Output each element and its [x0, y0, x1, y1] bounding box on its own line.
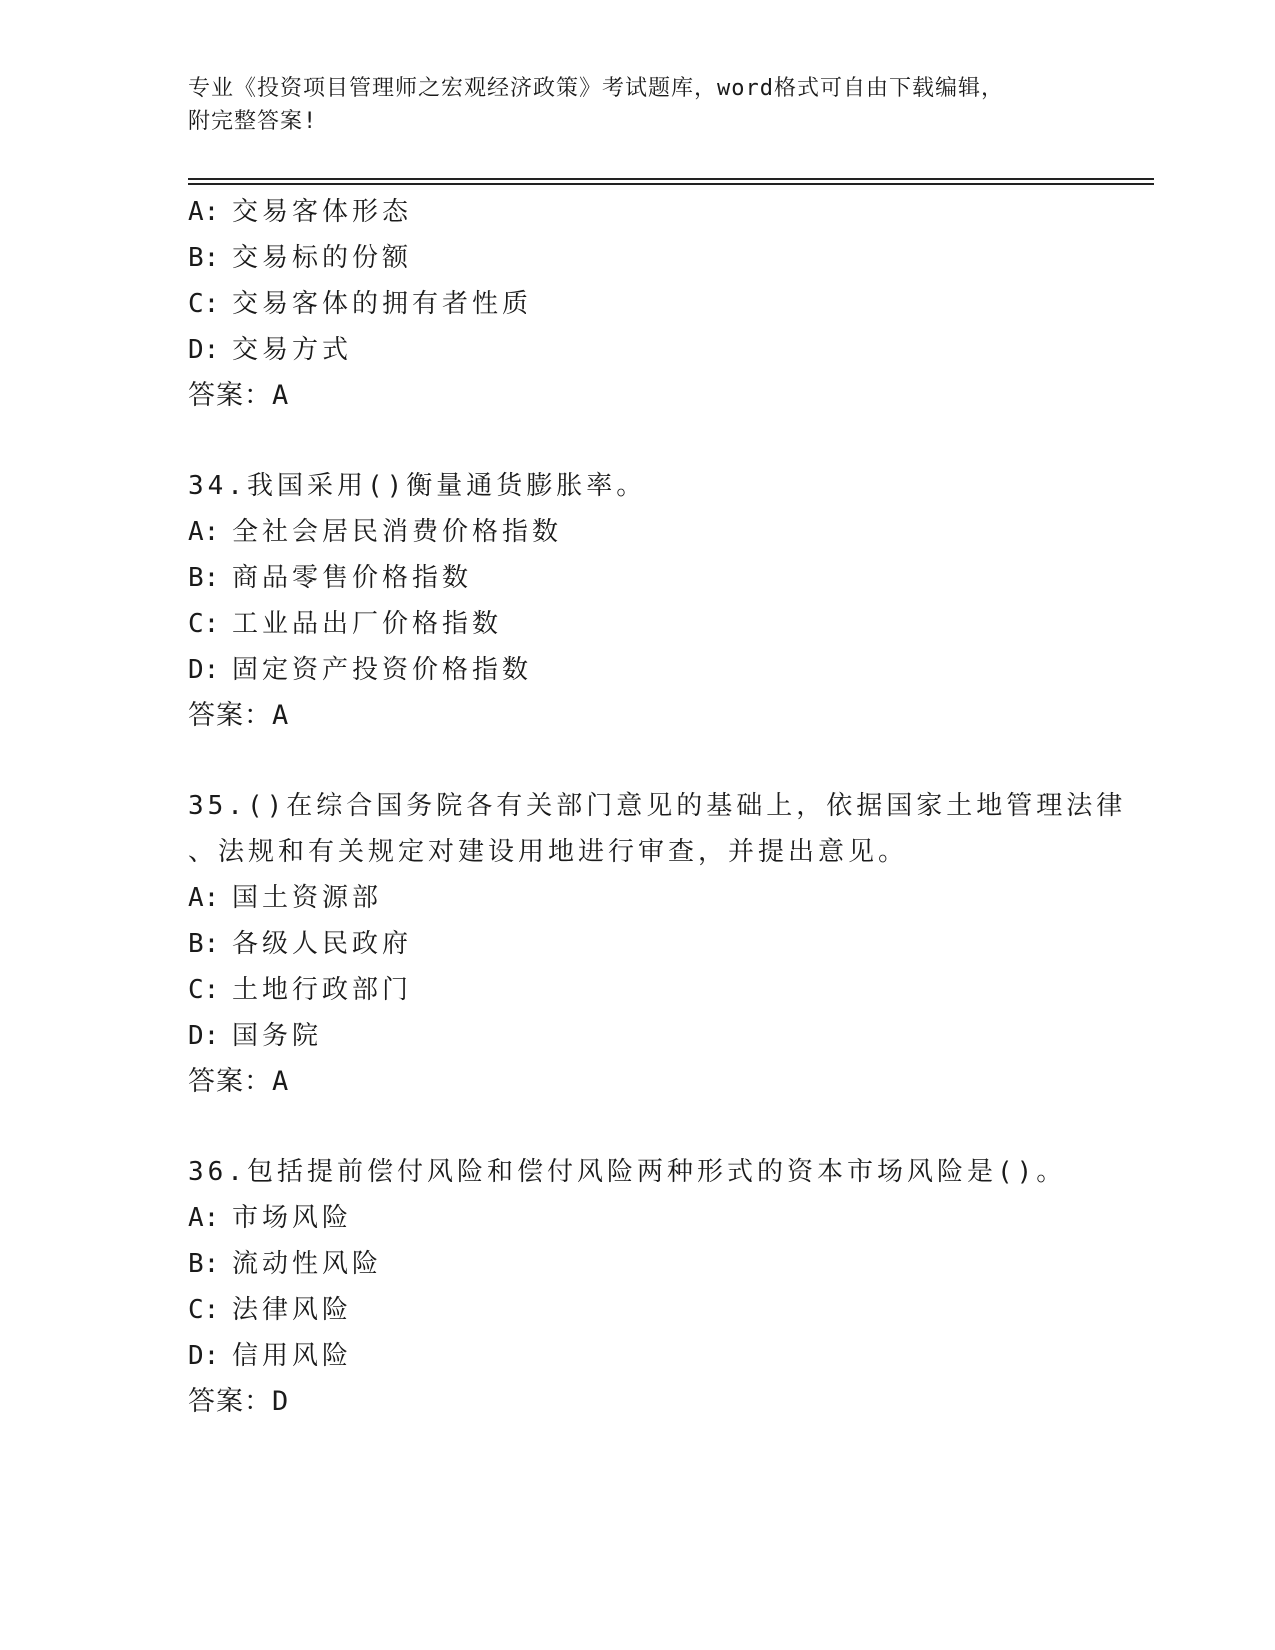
option-letter: B:	[188, 563, 220, 593]
header-line-1: 专业《投资项目管理师之宏观经济政策》考试题库，word格式可自由下载编辑，	[188, 76, 1004, 101]
answer-label: 答案：	[188, 700, 272, 731]
option-c	[188, 281, 1148, 327]
option-text: 国土资源部	[232, 883, 383, 913]
answer-line	[188, 693, 1148, 739]
question-spacer	[188, 419, 1148, 463]
option-text: 交易客体形态	[232, 197, 413, 227]
option-text: 工业品出厂价格指数	[232, 609, 503, 639]
option-text: 交易标的份额	[232, 243, 413, 273]
header-line-2: 附完整答案!	[188, 109, 318, 134]
option-text: 国务院	[232, 1021, 323, 1051]
option-text: 各级人民政府	[232, 929, 413, 959]
document-header	[188, 72, 1068, 138]
option-text: 交易客体的拥有者性质	[232, 289, 533, 319]
option-text: 商品零售价格指数	[232, 563, 473, 593]
answer-line	[188, 1379, 1148, 1425]
answer-label: 答案：	[188, 1066, 272, 1097]
option-letter: C:	[188, 289, 220, 319]
option-d	[188, 1013, 1148, 1059]
option-text: 流动性风险	[232, 1249, 383, 1279]
option-a	[188, 509, 1148, 555]
question-stem-continued: 、法规和有关规定对建设用地进行审查，并提出意见。	[188, 837, 909, 867]
question-stem: 35.()在综合国务院各有关部门意见的基础上，依据国家土地管理法律	[188, 791, 1127, 821]
option-letter: C:	[188, 609, 220, 639]
answer-line	[188, 373, 1148, 419]
answer-value: D	[272, 1386, 289, 1417]
answer-line	[188, 1059, 1148, 1105]
option-letter: A:	[188, 1203, 220, 1233]
option-letter: D:	[188, 1021, 220, 1051]
answer-label: 答案：	[188, 1386, 272, 1417]
option-d	[188, 647, 1148, 693]
question-block-35	[188, 783, 1148, 1105]
question-list	[188, 189, 1148, 1425]
option-letter: B:	[188, 243, 220, 273]
option-text: 交易方式	[232, 335, 353, 365]
option-b	[188, 555, 1148, 601]
header-divider-bottom	[188, 183, 1154, 185]
option-b	[188, 235, 1148, 281]
option-a	[188, 189, 1148, 235]
option-text: 土地行政部门	[232, 975, 413, 1005]
question-block-36	[188, 1149, 1148, 1425]
option-letter: C:	[188, 1295, 220, 1325]
question-block-34	[188, 463, 1148, 739]
option-letter: A:	[188, 517, 220, 547]
answer-value: A	[272, 1066, 289, 1097]
answer-value: A	[272, 380, 289, 411]
option-text: 全社会居民消费价格指数	[232, 517, 563, 547]
option-letter: D:	[188, 335, 220, 365]
option-letter: B:	[188, 1249, 220, 1279]
header-divider-top	[188, 178, 1154, 180]
option-c	[188, 967, 1148, 1013]
option-letter: A:	[188, 883, 220, 913]
option-a	[188, 875, 1148, 921]
answer-value: A	[272, 700, 289, 731]
option-letter: A:	[188, 197, 220, 227]
option-text: 法律风险	[232, 1295, 353, 1325]
answer-label: 答案：	[188, 380, 272, 411]
option-letter: C:	[188, 975, 220, 1005]
question-block-prev	[188, 189, 1148, 419]
option-b	[188, 1241, 1148, 1287]
option-text: 固定资产投资价格指数	[232, 655, 533, 685]
option-b	[188, 921, 1148, 967]
option-text: 市场风险	[232, 1203, 353, 1233]
option-text: 信用风险	[232, 1341, 353, 1371]
question-spacer	[188, 1105, 1148, 1149]
option-c	[188, 601, 1148, 647]
option-letter: D:	[188, 655, 220, 685]
option-letter: B:	[188, 929, 220, 959]
option-d	[188, 1333, 1148, 1379]
question-stem: 34.我国采用()衡量通货膨胀率。	[188, 471, 647, 501]
option-c	[188, 1287, 1148, 1333]
option-letter: D:	[188, 1341, 220, 1371]
question-stem: 36.包括提前偿付风险和偿付风险两种形式的资本市场风险是()。	[188, 1157, 1067, 1187]
option-a	[188, 1195, 1148, 1241]
option-d	[188, 327, 1148, 373]
question-spacer	[188, 739, 1148, 783]
